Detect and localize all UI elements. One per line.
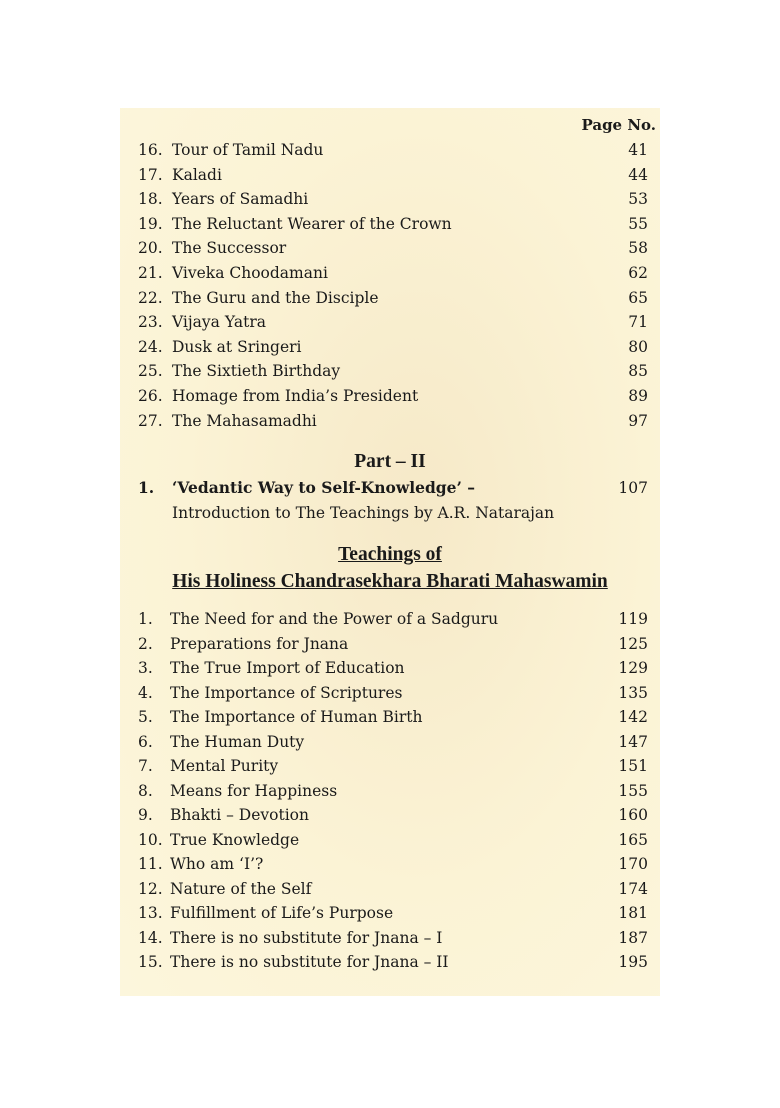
toc-entry (138, 607, 648, 631)
entry-number: 20. (138, 239, 163, 258)
toc-entry (138, 779, 648, 803)
toc-entry (138, 335, 648, 359)
entry-subtitle: Introduction to The Teachings by A.R. Natarajan (172, 504, 555, 522)
toc-entry (138, 828, 648, 852)
entry-title: Tour of Tamil Nadu (172, 141, 324, 159)
entry-title: There is no substitute for Jnana – I (170, 928, 443, 947)
entry-number: 8. (138, 781, 153, 800)
toc-entry (138, 926, 648, 950)
entry-number: 6. (138, 732, 153, 751)
toc-entry (138, 310, 648, 334)
toc-entry (138, 901, 648, 925)
entry-page: 135 (618, 683, 648, 702)
entry-page: 41 (628, 141, 648, 159)
entry-page: 85 (628, 362, 648, 381)
entry-number: 5. (138, 708, 153, 726)
entry-page: 80 (628, 337, 648, 356)
toc-entry (138, 852, 648, 876)
entry-title: The Importance of Human Birth (170, 708, 423, 726)
entry-title: Kaladi (172, 165, 222, 184)
entry-number: 21. (138, 264, 163, 282)
part2-intro-entry (138, 476, 648, 500)
entry-page: 53 (628, 190, 648, 209)
toc-entry (138, 877, 648, 901)
entry-number: 26. (138, 387, 163, 405)
entry-title: The Human Duty (170, 732, 305, 751)
entry-page: 65 (628, 288, 648, 307)
entry-number: 1. (138, 610, 153, 628)
toc-entry (138, 163, 648, 187)
entry-number: 7. (138, 757, 153, 775)
entry-page: 181 (618, 904, 648, 922)
entry-title: There is no substitute for Jnana – II (170, 953, 449, 971)
entry-title: The Sixtieth Birthday (172, 362, 341, 381)
entry-title: Mental Purity (170, 757, 279, 775)
entry-number: 4. (138, 683, 153, 702)
entry-number: 9. (138, 806, 153, 824)
entry-page: 195 (618, 953, 648, 971)
teachings-heading: Teachings of (338, 544, 442, 565)
entry-page: 174 (618, 879, 648, 898)
entry-page: 187 (618, 928, 648, 947)
entry-number: 19. (138, 214, 163, 233)
toc-entry (138, 187, 648, 211)
toc-entry (138, 409, 648, 433)
teachings-subheading: His Holiness Chandrasekhara Bharati Mahaswamin (172, 571, 608, 592)
part2-intro-subtitle-row (138, 501, 648, 525)
entry-page: 165 (618, 830, 648, 849)
entry-number: 12. (138, 879, 163, 898)
entry-number: 10. (138, 830, 163, 849)
entry-page: 147 (618, 732, 648, 751)
entry-page: 58 (628, 239, 648, 258)
entry-title: Viveka Choodamani (172, 264, 328, 282)
entry-title: The Importance of Scriptures (170, 683, 403, 702)
entry-title: Dusk at Sringeri (172, 337, 302, 356)
entry-page: 71 (628, 313, 648, 332)
entry-page: 151 (618, 757, 648, 775)
toc-entry (138, 359, 648, 383)
entry-page: 97 (628, 411, 648, 430)
entry-title: The Need for and the Power of a Sadguru (170, 610, 499, 628)
entry-page: 142 (618, 708, 648, 726)
entry-number: 16. (138, 141, 163, 159)
toc-entry (138, 212, 648, 236)
entry-page: 89 (628, 387, 648, 405)
entry-title: Preparations for Jnana (170, 634, 349, 653)
toc-entry (138, 681, 648, 705)
entry-title: Years of Samadhi (172, 190, 309, 209)
toc-entry (138, 384, 648, 408)
entry-page: 55 (628, 214, 648, 233)
entry-title: Vijaya Yatra (172, 313, 266, 332)
toc-entry (138, 803, 648, 827)
entry-title: The Reluctant Wearer of the Crown (172, 214, 452, 233)
toc-entry (138, 730, 648, 754)
entry-page: 125 (618, 634, 648, 653)
toc-entry (138, 950, 648, 974)
toc-entry (138, 754, 648, 778)
toc-entry (138, 236, 648, 260)
entry-title: Nature of the Self (170, 879, 312, 898)
entry-number: 18. (138, 190, 163, 209)
entry-number: 1. (138, 478, 155, 497)
entry-page: 62 (628, 264, 648, 282)
entry-page: 155 (618, 781, 648, 800)
toc-entry (138, 286, 648, 310)
part2-heading: Part – II (354, 451, 426, 472)
entry-number: 13. (138, 904, 163, 922)
entry-number: 23. (138, 313, 163, 332)
entry-number: 3. (138, 659, 153, 677)
entry-number: 14. (138, 928, 163, 947)
entry-title: Means for Happiness (170, 781, 338, 800)
entry-title: Fulfillment of Life’s Purpose (170, 904, 394, 922)
entry-page: 129 (618, 659, 648, 677)
entry-page: 119 (618, 610, 648, 628)
entry-title: Bhakti – Devotion (170, 806, 309, 824)
toc-entry (138, 705, 648, 729)
entry-number: 11. (138, 855, 163, 873)
toc-entry (138, 632, 648, 656)
entry-title: Who am ‘I’? (170, 855, 264, 873)
entry-page: 44 (628, 165, 648, 184)
entry-number: 2. (138, 634, 153, 653)
entry-number: 17. (138, 165, 163, 184)
page-no-header: Page No. (581, 116, 656, 134)
entry-number: 15. (138, 953, 163, 971)
entry-title: The Mahasamadhi (172, 411, 317, 430)
book-page (120, 108, 660, 996)
entry-title: True Knowledge (170, 830, 300, 849)
entry-title: Homage from India’s President (172, 387, 419, 405)
entry-title: The Guru and the Disciple (172, 288, 379, 307)
entry-number: 22. (138, 288, 163, 307)
toc-entry (138, 656, 648, 680)
entry-title: ‘Vedantic Way to Self-Knowledge’ – (172, 478, 476, 497)
entry-title: The Successor (172, 239, 287, 258)
entry-page: 170 (618, 855, 648, 873)
toc-entry (138, 261, 648, 285)
entry-number: 24. (138, 337, 163, 356)
entry-title: The True Import of Education (170, 659, 405, 677)
entry-page: 107 (618, 479, 648, 497)
toc-entry (138, 138, 648, 162)
entry-page: 160 (618, 806, 648, 824)
entry-number: 27. (138, 411, 163, 430)
entry-number: 25. (138, 362, 163, 381)
